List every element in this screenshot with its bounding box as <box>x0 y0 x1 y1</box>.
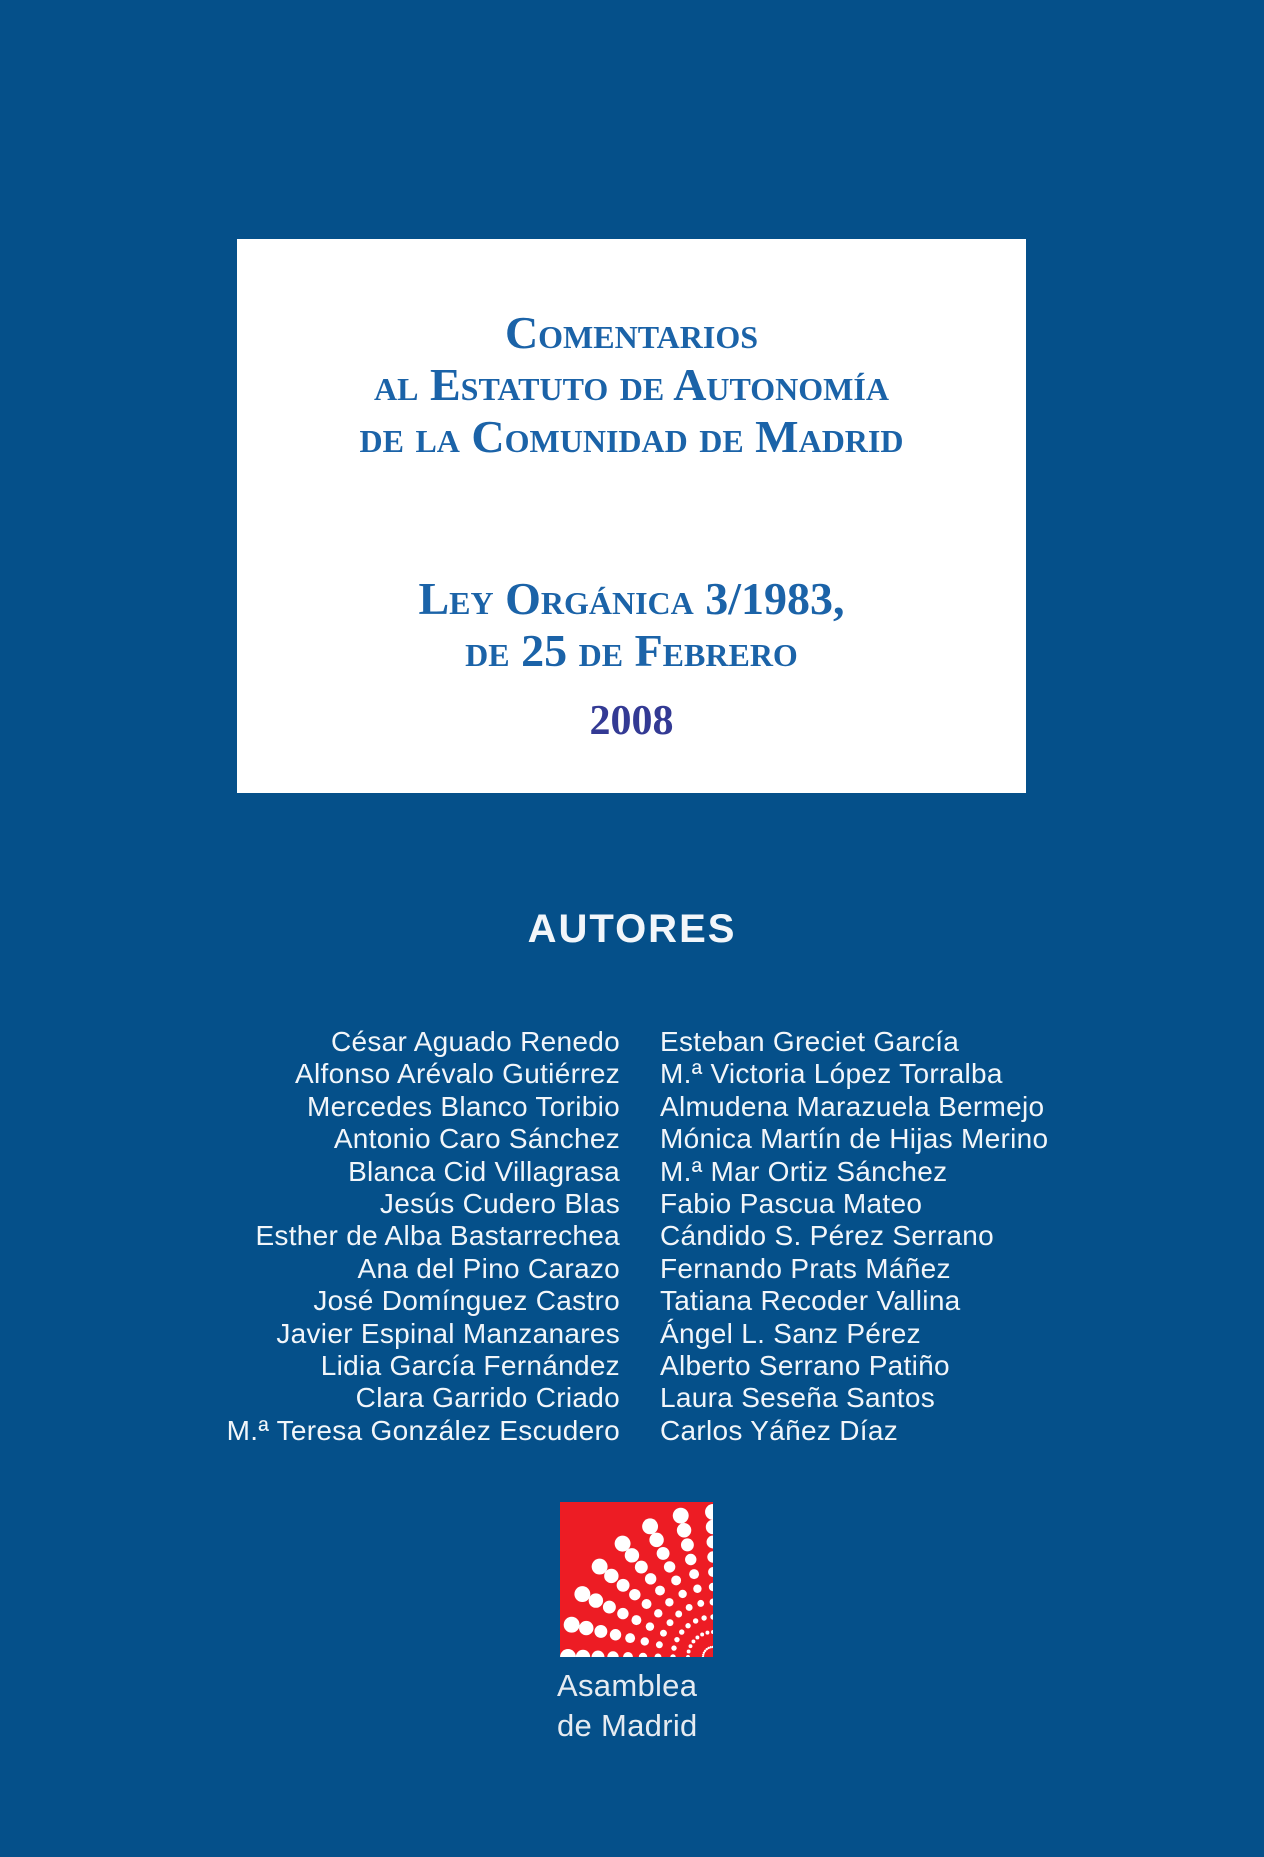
publisher-line-2: de Madrid <box>557 1708 698 1743</box>
author-name: Blanca Cid Villagrasa <box>348 1155 620 1187</box>
asamblea-de-madrid-logo <box>560 1502 713 1657</box>
author-name: Laura Seseña Santos <box>660 1382 936 1414</box>
author-name: Javier Espinal Manzanares <box>276 1317 620 1349</box>
law-subtitle <box>237 573 1026 677</box>
authors-heading: AUTORES <box>527 907 737 951</box>
title-line-1: Comentarios <box>504 307 759 358</box>
title-line-2: al Estatuto de Autonomía <box>374 359 889 410</box>
law-line-2: de 25 de Febrero <box>465 625 798 676</box>
book-title <box>237 307 1026 463</box>
publisher-line-1: Asamblea <box>557 1668 698 1703</box>
author-name: M.ª Victoria López Torralba <box>660 1058 1003 1090</box>
author-name: Mónica Martín de Hijas Merino <box>660 1123 1049 1155</box>
author-name: Ana del Pino Carazo <box>357 1252 620 1284</box>
author-name: Mercedes Blanco Toribio <box>307 1090 620 1122</box>
author-name: José Domínguez Castro <box>313 1285 620 1317</box>
publisher-name <box>557 1666 698 1746</box>
author-name: Fabio Pascua Mateo <box>660 1188 923 1220</box>
author-name: Fernando Prats Máñez <box>660 1252 951 1284</box>
author-name: Esther de Alba Bastarrechea <box>255 1220 620 1252</box>
authors-column-left <box>227 1026 620 1447</box>
author-name: Lidia García Fernández <box>320 1350 620 1382</box>
author-name: César Aguado Renedo <box>330 1026 620 1057</box>
title-panel <box>237 239 1026 793</box>
author-name: Jesús Cudero Blas <box>379 1188 620 1220</box>
author-name: Almudena Marazuela Bermejo <box>660 1090 1045 1122</box>
author-name: Antonio Caro Sánchez <box>333 1123 620 1155</box>
dots-spiral-icon <box>560 1502 713 1657</box>
publication-year: 2008 <box>589 698 674 744</box>
author-name: M.ª Teresa González Escudero <box>226 1414 620 1446</box>
authors-column-right <box>660 1026 1048 1447</box>
author-name: M.ª Mar Ortiz Sánchez <box>660 1155 948 1187</box>
title-line-3: de la Comunidad de Madrid <box>359 411 904 462</box>
author-name: Esteban Greciet García <box>660 1026 960 1057</box>
author-name: Tatiana Recoder Vallina <box>660 1285 961 1317</box>
author-name: Ángel L. Sanz Pérez <box>660 1317 921 1349</box>
author-name: Clara Garrido Criado <box>355 1382 620 1414</box>
author-name: Alberto Serrano Patiño <box>660 1350 950 1382</box>
author-name: Cándido S. Pérez Serrano <box>660 1220 995 1252</box>
author-name: Carlos Yáñez Díaz <box>660 1414 899 1446</box>
law-line-1: Ley Orgánica 3/1983, <box>418 573 845 624</box>
author-name: Alfonso Arévalo Gutiérrez <box>295 1058 620 1090</box>
